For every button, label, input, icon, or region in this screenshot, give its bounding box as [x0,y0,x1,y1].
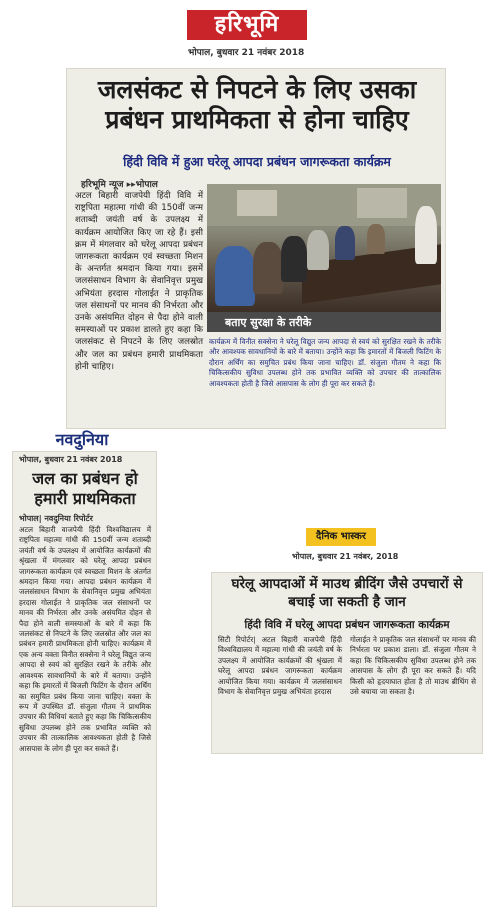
navdunia-masthead-logo: नवदुनिया [55,430,109,449]
haribhoomi-clipping [67,69,445,428]
dainik-bhaskar-column-2: गोलाईत ने प्राकृतिक जल संसाधनों पर मानव की निर्भरता पर प्रकाश डाला। डॉ. संजुला गौतम ने कहा कि चिकित्सकीय सुविधा उपलब्ध होने तक आसपास के लोग ही पूरा कर सकते हैं। यदि किसी को हृदयाघात होता है तो माउथ ब्रीथिंग से उसे बचाया जा सकता है। [350,635,476,697]
navdunia-dateline: भोपाल, बुधवार 21 नवंबर 2018 [19,455,123,464]
dainik-bhaskar-column-1: सिटी रिपोर्टर| अटल बिहारी वाजपेयी हिंदी विश्वविद्यालय में महात्मा गांधी की जयंती वर्ष के उपलक्ष्य में आयोजित कार्यक्रमों की श्रृंखला में घरेलू आपदा प्रबंधन जागरूकता कार्यक्रम आयोजित किया गया। कार्यक्रम में जलसंसाधन विभाग के सेवानिवृत्त प्रमुख अभियंता हरदास [218,635,342,697]
haribhoomi-dateline: भोपाल, बुधवार 21 नवंबर 2018 [188,48,305,58]
dainik-bhaskar-headline: घरेलू आपदाओं में माउथ ब्रीदिंग जैसे उपचारों से बचाई जा सकती है जान [231,576,463,610]
haribhoomi-article-continued: कार्यक्रम में विनीत सक्सेना ने घरेलू विद्युत जन्य आपदा से स्वयं को सुरक्षित रखने के तरीके और आवश्यक सावधानियों के बारे में बताया। उन्होंने कहा कि इमारतों में बिजली फिटिंग के दौरान अर्थिंग का समुचित प्रबंध किया जाना चाहिए। डॉ. संजुला गौतम ने कहा कि चिकित्सकीय सुविधा उपलब्ध होने तक प्रभावित व्यक्ति को उपचार की तात्कालिक आवश्यकता होती है जिसे आसपास के लोग ही पूरा कर सकते हैं। [209,337,441,388]
navdunia-clipping [13,452,156,906]
dainik-bhaskar-clipping [212,573,482,753]
event-photo [207,184,441,312]
haribhoomi-article-body: अटल बिहारी वाजपेयी हिंदी विवि में राष्ट्रपिता महात्मा गांधी की 150वीं जन्म शताब्दी जयंती वर्ष के उपलक्ष्य में कार्यक्रम आयोजित किए जा रहे हैं। इसी क्रम में मंगलवार को घरेलू आपदा प्रबंधन जागरूकता कार्यक्रम एवं स्वच्छता मिशन के अन्तर्गत श्रमदान किया गया। इसमें जलसंसाधन विभाग के सेवानिवृत्त प्रमुख अभियंता हरदास गोलाईत ने प्राकृतिक जल संसाधनों पर मानव की निर्भरता और उनके असंयमित दोहन से पैदा होने वाली समस्याओं पर प्रकाश डालते हुए कहा कि जलसंकट से निपटने के लिए जलस्रोत और जल का प्रबंधन हमारी प्राथमिकता होनी चाहिए। [75,191,203,372]
navdunia-headline: जल का प्रबंधन हो हमारी प्राथमिकता [32,469,138,508]
dainik-bhaskar-dateline: भोपाल, बुधवार 21 नवंबर, 2018 [292,552,399,561]
haribhoomi-subheadline: हिंदी विवि में हुआ घरेलू आपदा प्रबंधन जागरूकता कार्यक्रम [123,154,391,169]
haribhoomi-byline: हरिभूमि न्यूज ▸▸भोपाल [81,180,158,190]
photo-caption-banner [207,312,441,332]
haribhoomi-masthead-logo: हरिभूमि [187,10,307,40]
navdunia-article-body: अटल बिहारी वाजपेयी हिंदी विश्वविद्यालय में राष्ट्रपिता महात्मा गांधी की 150वीं जन्म शताब्दी जयंती वर्ष के उपलक्ष्य में आयोजित कार्यक्रमों की श्रृंखला में मंगलवार को घरेलू आपदा प्रबंधन जागरूकता कार्यक्रम एवं स्वच्छता मिशन के अंतर्गत श्रमदान किया गया। आपदा प्रबंधन कार्यक्रम में जलसंसाधन विभाग के सेवानिवृत्त प्रमुख अभियंता हरदास गोलाईत ने प्राकृतिक जल संसाधनों पर मानव की निर्भरता और उनके असंयमित दोहन से पैदा होने वाली समस्याओं के बारे में कहा कि जलसंकट से निपटने के लिए जलस्रोत और जल का प्रबंधन हमारी प्राथमिकता होनी चाहिए। कार्यक्रम में एक अन्य वक्ता विनीत सक्सेना ने घरेलू विद्युत जन्य आपदा से स्वयं को सुरक्षित रखने के तरीके और आवश्यक सावधानियों के बारे में बताया। उन्होंने कहा कि इमारतों में बिजली फिटिंग के दौरान अर्थिंग का समुचित प्रबंध किया जाना चाहिए। वक्ता के रूप में उपस्थित डॉ. संजुला गौतम ने प्राथमिक उपचार की विधियां बताते हुए कहा कि चिकित्सकीय सुविधा उपलब्ध होने तक प्रभावित व्यक्ति को उपचार की तात्कालिक आवश्यकता होती है जिसे आसपास के लोग ही पूरा कर सकते हैं। [19,525,151,753]
haribhoomi-headline: जलसंकट से निपटने के लिए उसका प्रबंधन प्राथमिकता से होना चाहिए [97,75,417,134]
dainik-bhaskar-masthead-logo: दैनिक भास्कर [306,528,376,546]
navdunia-byline: भोपाल| नवदुनिया रिपोर्टर [19,514,93,523]
photo-banner-text: बताए सुरक्षा के तरीके [225,316,312,329]
dainik-bhaskar-subheadline: हिंदी विवि में घरेलू आपदा प्रबंधन जागरूकता कार्यक्रम [244,619,450,631]
